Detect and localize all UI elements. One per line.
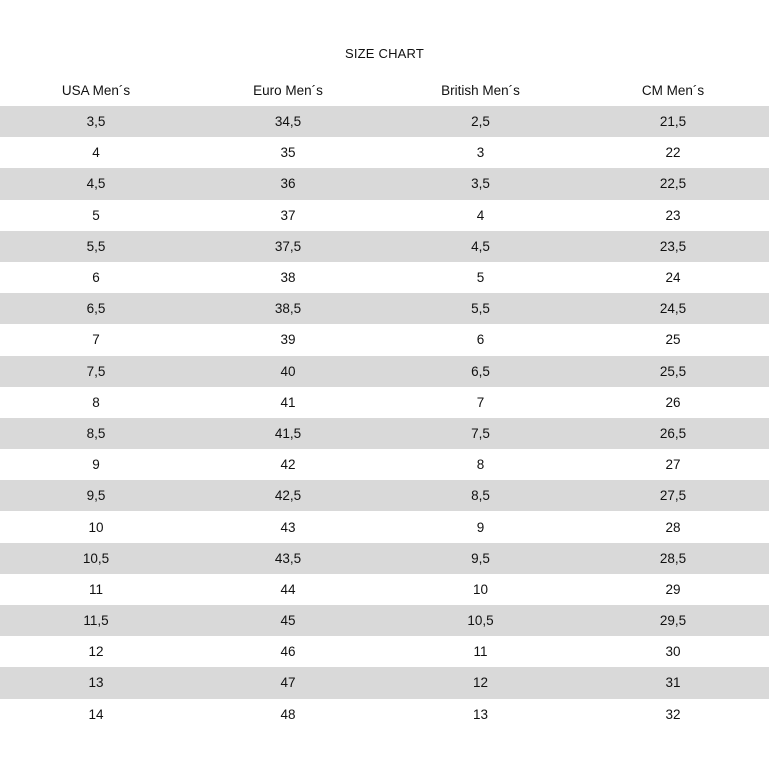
table-cell: 38: [280, 270, 296, 286]
table-cell: 2,5: [471, 114, 490, 130]
table-cell: 23: [665, 207, 681, 223]
table-cell: 26: [665, 394, 681, 410]
table-cell: 7,5: [471, 425, 490, 441]
table-cell: 6,5: [86, 301, 106, 317]
table-cell: 44: [280, 581, 296, 597]
table-cell: 45: [280, 613, 296, 629]
table-cell: 5,5: [86, 238, 106, 254]
table-cell: 9,5: [86, 488, 106, 504]
table-row: [0, 200, 769, 231]
table-cell: 35: [280, 145, 296, 161]
table-cell: 40: [280, 363, 296, 379]
table-cell: 41,5: [274, 425, 302, 441]
table-cell: 3,5: [471, 176, 490, 192]
table-cell: 4: [476, 207, 485, 223]
table-cell: 24,5: [659, 301, 687, 317]
table-cell: 26,5: [659, 425, 687, 441]
table-cell: 8,5: [471, 488, 490, 504]
table-cell: 7: [476, 394, 485, 410]
header-british-mens: British Men´s: [441, 82, 520, 98]
table-cell: 10,5: [467, 613, 494, 629]
table-cell: 25: [665, 332, 681, 348]
table-row: [0, 543, 769, 574]
table-cell: 37: [280, 207, 296, 223]
table-row: [0, 605, 769, 636]
table-row: [0, 293, 769, 324]
table-cell: 9: [92, 457, 100, 473]
table-row: [0, 324, 769, 355]
table-row: [0, 449, 769, 480]
table-cell: 10: [88, 519, 104, 535]
table-cell: 46: [280, 644, 296, 660]
table-cell: 8,5: [86, 425, 106, 441]
chart-title: SIZE CHART: [344, 46, 425, 61]
table-cell: 36: [280, 176, 296, 192]
table-row: [0, 137, 769, 168]
table-cell: 4,5: [471, 238, 490, 254]
table-row: [0, 106, 769, 137]
table-cell: 5: [92, 207, 100, 223]
table-cell: 12: [472, 675, 489, 691]
table-cell: 6,5: [471, 363, 490, 379]
table-row: [0, 262, 769, 293]
table-cell: 11,5: [83, 613, 109, 629]
table-cell: 10: [472, 581, 489, 597]
table-cell: 4,5: [86, 176, 106, 192]
table-row: [0, 480, 769, 511]
table-cell: 8: [92, 394, 100, 410]
table-cell: 28,5: [659, 550, 687, 566]
table-cell: 25,5: [659, 363, 687, 379]
table-cell: 29: [665, 581, 681, 597]
table-cell: 30: [665, 644, 681, 660]
header-row: [0, 74, 769, 106]
table-cell: 38,5: [274, 301, 302, 317]
table-row: [0, 511, 769, 542]
table-cell: 28: [665, 519, 681, 535]
header-usa-mens: USA Men´s: [61, 82, 131, 98]
table-row: [0, 667, 769, 698]
table-cell: 39: [280, 332, 296, 348]
table-cell: 11: [88, 581, 103, 597]
table-cell: 6: [92, 270, 100, 286]
table-cell: 7: [92, 332, 100, 348]
table-cell: 5,5: [471, 301, 490, 317]
table-cell: 12: [88, 644, 104, 660]
table-cell: 34,5: [274, 114, 302, 130]
table-cell: 13: [472, 706, 489, 722]
table-row: [0, 636, 769, 667]
table-cell: 4: [92, 145, 100, 161]
table-cell: 6: [476, 332, 485, 348]
table-cell: 8: [476, 457, 485, 473]
table-row: [0, 387, 769, 418]
table-cell: 42,5: [274, 488, 302, 504]
table-cell: 3,5: [86, 114, 106, 130]
table-cell: 24: [665, 270, 681, 286]
table-cell: 22: [665, 145, 681, 161]
table-cell: 37,5: [274, 238, 302, 254]
table-cell: 5: [476, 270, 485, 286]
table-cell: 41: [280, 394, 296, 410]
table-cell: 42: [280, 457, 296, 473]
table-row: [0, 168, 769, 199]
table-cell: 9: [476, 519, 485, 535]
table-cell: 7,5: [86, 363, 106, 379]
table-cell: 43: [280, 519, 296, 535]
table-row: [0, 356, 769, 387]
table-cell: 47: [280, 675, 296, 691]
table-cell: 29,5: [659, 613, 687, 629]
table-cell: 11: [473, 644, 488, 660]
header-euro-mens: Euro Men´s: [253, 82, 323, 98]
table-cell: 23,5: [659, 238, 687, 254]
table-cell: 14: [88, 706, 104, 722]
table-cell: 10,5: [82, 550, 110, 566]
table-row: [0, 231, 769, 262]
table-row: [0, 699, 769, 730]
table-cell: 32: [665, 706, 681, 722]
header-cm-mens: CM Men´s: [641, 82, 705, 98]
table-cell: 31: [665, 675, 681, 691]
table-cell: 48: [280, 706, 296, 722]
table-cell: 9,5: [471, 550, 490, 566]
table-cell: 27: [665, 457, 681, 473]
size-chart-table: [0, 74, 769, 730]
table-cell: 21,5: [659, 114, 687, 130]
table-row: [0, 574, 769, 605]
table-cell: 27,5: [659, 488, 687, 504]
table-body: [0, 106, 769, 730]
table-cell: 43,5: [274, 550, 302, 566]
table-cell: 3: [476, 145, 485, 161]
table-cell: 22,5: [659, 176, 687, 192]
table-row: [0, 418, 769, 449]
table-cell: 13: [88, 675, 104, 691]
